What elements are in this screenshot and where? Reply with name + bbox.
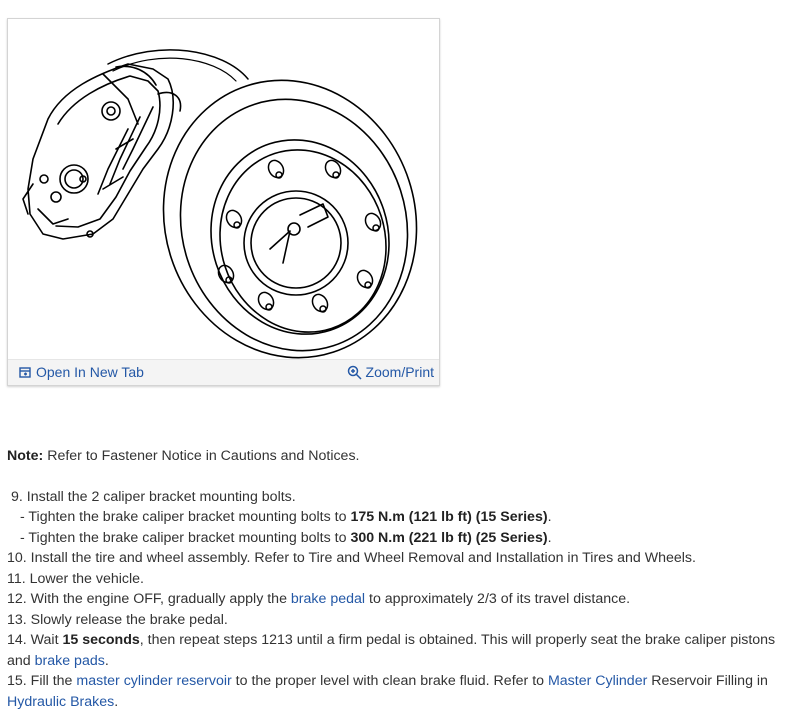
- note-paragraph: [7, 446, 787, 467]
- step-10: [7, 548, 787, 569]
- figure-toolbar: [8, 359, 439, 385]
- brake-pedal-link[interactable]: brake pedal: [290, 591, 366, 607]
- torque-spec-15-series: 175 N.m (121 lb ft) (15 Series): [350, 509, 548, 525]
- wait-duration: 15 seconds: [62, 632, 140, 648]
- step-9-sub-2-prefix: - Tighten the brake caliper bracket mounting bolts to: [20, 529, 351, 546]
- zoom-print-label: Zoom/Print: [365, 364, 434, 380]
- step-9-text: 9. Install the 2 caliper bracket mounting bolts.: [11, 488, 296, 505]
- step-15-prefix: 15. Fill the: [7, 673, 77, 689]
- open-in-new-tab-link[interactable]: [19, 364, 144, 380]
- step-9: [7, 487, 787, 508]
- note-text: Refer to Fastener Notice in Cautions and Notices.: [43, 448, 360, 464]
- zoom-in-icon: [347, 365, 362, 380]
- open-in-new-tab-label: Open In New Tab: [36, 364, 144, 380]
- step-9-sub-2: [7, 528, 787, 549]
- step-13-text: 13. Slowly release the brake pedal.: [7, 611, 228, 628]
- step-15-middle-2: Reservoir Filling in: [647, 673, 768, 689]
- torque-spec-25-series: 300 N.m (221 lb ft) (25 Series): [350, 529, 548, 546]
- master-cylinder-reservoir-link[interactable]: master cylinder reservoir: [76, 673, 232, 689]
- step-14-middle: , then repeat steps 1213 until a firm pedal is obtained. This will properly seat the brake caliper pistons and: [7, 632, 776, 669]
- hydraulic-brakes-link[interactable]: Hydraulic Brakes: [7, 693, 115, 710]
- note-label: Note:: [7, 448, 44, 464]
- step-10-text: 10. Install the tire and wheel assembly. Refer to Tire and Wheel Removal and Installation in Tires and Wheels.: [7, 550, 696, 566]
- step-15-suffix: .: [114, 693, 119, 710]
- step-15: [7, 671, 787, 712]
- step-12: [7, 589, 787, 610]
- step-15-middle: to the proper level with clean brake fluid. Refer to: [231, 673, 548, 689]
- figure-card: [7, 18, 440, 386]
- step-9-sub-1: [7, 507, 787, 528]
- procedure-content: [7, 446, 787, 712]
- zoom-print-link[interactable]: [347, 364, 434, 380]
- step-12-suffix: to approximately 2/3 of its travel distance.: [365, 591, 631, 607]
- step-11-text: 11. Lower the vehicle.: [7, 570, 144, 587]
- step-9-sub-2-suffix: .: [547, 529, 552, 546]
- step-13: [7, 610, 787, 631]
- step-11: [7, 569, 787, 590]
- step-14-suffix: .: [104, 652, 109, 669]
- step-9-sub-1-prefix: - Tighten the brake caliper bracket mounting bolts to: [20, 509, 351, 525]
- step-12-prefix: 12. With the engine OFF, gradually apply the: [7, 591, 291, 607]
- step-9-sub-1-suffix: .: [547, 509, 552, 525]
- step-14: [7, 630, 787, 671]
- brake-pads-link[interactable]: brake pads: [34, 652, 105, 669]
- master-cylinder-link[interactable]: Master Cylinder: [547, 673, 648, 689]
- open-external-icon: [19, 366, 32, 379]
- step-14-prefix: 14. Wait: [7, 632, 63, 648]
- brake-rotor-caliper-illustration[interactable]: [8, 19, 439, 359]
